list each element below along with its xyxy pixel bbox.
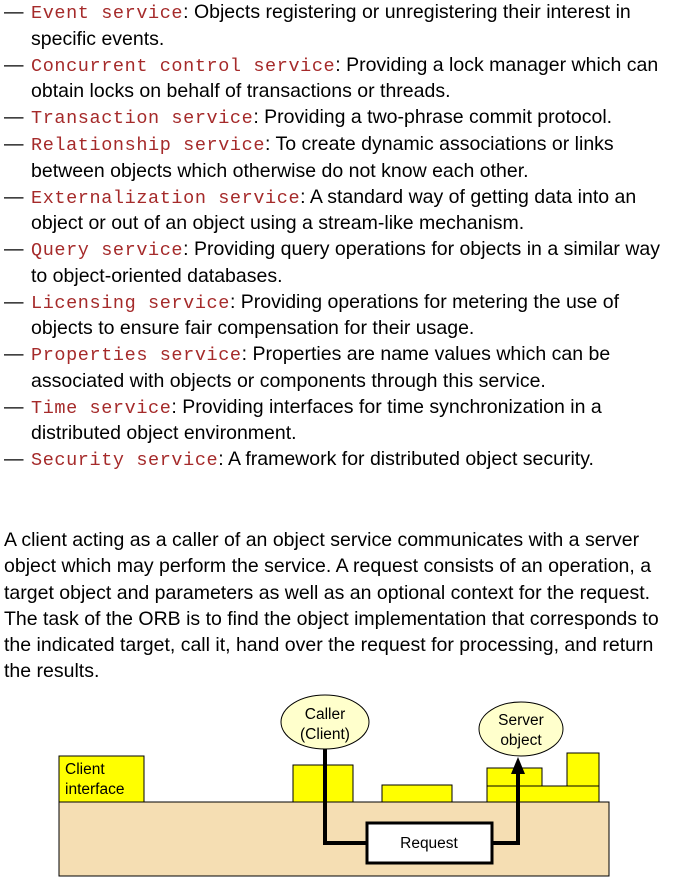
dash-bullet: — xyxy=(4,395,24,418)
dash-bullet: — xyxy=(4,185,24,208)
service-description: : A framework for distributed object security. xyxy=(218,448,594,470)
service-description: : Providing query operations for objects in a similar way to object-oriented databases. xyxy=(31,238,661,287)
service-name: Query service xyxy=(31,240,184,261)
dash-bullet: — xyxy=(4,343,24,365)
service-name: Concurrent control service xyxy=(31,55,336,77)
server-label-1: Server xyxy=(498,712,544,729)
service-description: : Properties are name values which can be associated with objects or components through this service. xyxy=(31,343,611,392)
service-name: Externalization service xyxy=(31,187,301,209)
client-interface-label-2: interface xyxy=(65,781,125,798)
service-description: : Providing interfaces for time synchronization in a distributed object environment. xyxy=(31,395,602,444)
adapter-box xyxy=(567,753,599,786)
service-description: : To create dynamic associations or links between objects which otherwise do not know each other. xyxy=(31,133,614,182)
caller-label-1: Caller xyxy=(304,706,346,723)
service-name: Transaction service xyxy=(31,108,254,129)
dash-bullet: — xyxy=(4,133,24,155)
dash-bullet: — xyxy=(4,238,24,260)
service-description: : A standard way of getting data into an object or out of an object using a stream-like mechanism. xyxy=(31,185,637,234)
caller-label-2: (Client) xyxy=(300,726,350,743)
service-description: : Providing a lock manager which can obtain locks on behalf of transactions or threads. xyxy=(31,53,659,102)
dash-bullet: — xyxy=(4,290,24,313)
service-description: : Objects registering or unregistering their interest in specific events. xyxy=(31,1,631,50)
dash-bullet: — xyxy=(4,106,24,128)
request-label: Request xyxy=(400,835,458,852)
service-description: : Providing a two-phrase commit protocol. xyxy=(253,106,613,128)
dash-bullet: — xyxy=(4,448,24,470)
service-description: : Providing operations for metering the use of objects to ensure fair compensation for their usage. xyxy=(31,290,620,339)
service-name: Licensing service xyxy=(31,292,230,314)
client-interface-label-1: Client xyxy=(65,761,105,778)
service-name: Security service xyxy=(31,450,219,471)
dash-bullet: — xyxy=(4,53,24,76)
service-name: Properties service xyxy=(31,345,242,366)
stub-box-middle xyxy=(382,785,452,802)
arrow-head-icon xyxy=(511,757,525,774)
server-label-2: object xyxy=(500,732,542,749)
service-name: Relationship service xyxy=(31,135,266,156)
body-paragraph: A client acting as a caller of an object service communicates with a server object which may perform the service. A request consists of an operation, a target object and parameters as well as an optional context for the request. The task of the ORB is to find the object implementation that corresponds to the indicated target, call it, hand over the request for processing, and return the results. xyxy=(4,529,659,683)
service-name: Event service xyxy=(31,3,184,24)
skeleton-box-lower xyxy=(487,786,599,802)
dash-bullet: — xyxy=(4,1,24,23)
orb-body xyxy=(59,802,609,876)
service-name: Time service xyxy=(31,397,172,419)
